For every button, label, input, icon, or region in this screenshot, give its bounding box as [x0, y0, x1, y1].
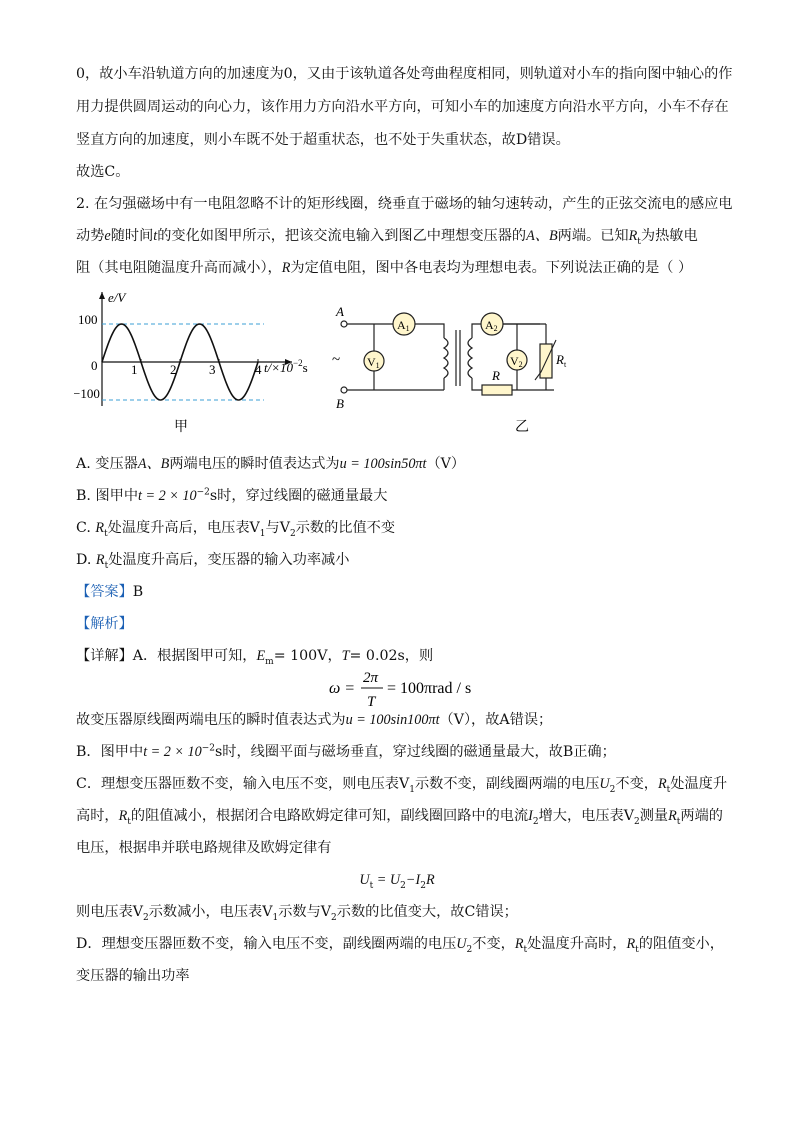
detail-line: C．理想变压器匝数不变，输入电压不变，则电压表$V_1$示数不变，副线圈两端的电压$U_2$不变，$R_t$处温度升	[76, 776, 728, 795]
x-tick-label-2: 2	[170, 362, 177, 377]
analysis-heading: 【解析】	[76, 616, 133, 632]
detail-line: 电压，根据串并联电路规律及欧姆定律有	[76, 840, 332, 856]
y-axis-arrow	[99, 292, 105, 299]
formula-denominator: T	[367, 694, 376, 710]
option-b: B. 图甲中$t = 2 \times 10^{-2}s$时，穿过线圈的磁通量最大	[76, 487, 388, 504]
question-text: 动势e随时间t的变化如图甲所示，把该交流电输入到图乙中理想变压器的A、B两端。已知$R_t$为热敏电	[76, 228, 698, 247]
text-line: 竖直方向的加速度，则小车既不处于超重状态，也不处于失重状态，故D错误。	[76, 132, 570, 148]
detail-line: 故变压器原线圈两端电压的瞬时值表达式为u = 100sin100πt（V），故A错误；	[76, 712, 553, 728]
formula-omega	[325, 666, 485, 715]
x-tick-label-4: 4	[255, 362, 262, 377]
text-line: 故选C。	[76, 164, 130, 180]
figures	[74, 288, 584, 442]
terminal-b	[341, 387, 347, 393]
label-b: B	[336, 396, 344, 411]
detail-line: B．图甲中$t = 2 \times 10^{-2}s$时，线圈平面与磁场垂直，穿过线圈的磁通量最大，故B正确；	[76, 743, 616, 760]
detail-line: D．理想变压器匝数不变，输入电压不变，副线圈两端的电压$U_2$不变，$R_t$处温度升高时，$R_t$的阻值变小，	[76, 936, 724, 955]
y-tick-label-min: −100	[74, 386, 100, 401]
terminal-a	[341, 321, 347, 327]
detail-line: 则电压表$V_2$示数减小，电压表$V_1$示数与$V_2$示数的比值变大，故C错误；	[76, 904, 518, 923]
question-text: 阻（其电阻随温度升高而减小），R为定值电阻，图中各电表均为理想电表。下列说法正确的是（ ）	[76, 260, 693, 276]
formula-rhs: = 100πrad / s	[387, 680, 472, 697]
detail-line: 变压器的输出功率	[76, 968, 190, 984]
question-text: 2. 在匀强磁场中有一电阻忽略不计的矩形线圈，绕垂直于磁场的轴匀速转动，产生的正弦交流电的感应电	[76, 196, 733, 212]
ac-source-symbol: ~	[332, 352, 341, 368]
resistor-r	[482, 385, 512, 395]
thermistor-label: $R_t$	[556, 352, 567, 369]
answer-line: 【答案】B	[76, 584, 144, 600]
ammeter-a1-label: A1	[397, 318, 410, 333]
figure-svg	[74, 288, 584, 438]
x-tick-label-0: 0	[91, 358, 98, 373]
primary-coil	[444, 338, 448, 378]
text-line: 用力提供圆周运动的向心力，该作用力方向沿水平方向，可知小车的加速度方向沿水平方向，小车不存在	[76, 99, 729, 115]
formula-numerator: 2π	[363, 670, 379, 686]
figure-caption-jia: 甲	[174, 420, 188, 435]
text-line: 0，故小车沿轨道方向的加速度为0，又由于该轨道各处弯曲程度相同，则轨道对小车的指向图中轴心的作	[76, 66, 733, 82]
figure-caption-yi: 乙	[515, 420, 529, 435]
y-tick-label-max: 100	[78, 312, 98, 327]
voltmeter-v1-label: V1	[367, 355, 380, 370]
resistor-label: R	[492, 368, 500, 383]
label-a: A	[336, 304, 344, 319]
option-c: C. $R_t$处温度升高后，电压表$V_1$与$V_2$示数的比值不变	[76, 520, 396, 539]
voltmeter-v2-label: V2	[510, 354, 523, 369]
figure-jia-graph	[74, 290, 308, 435]
detail-line: 高时，$R_t$的阻值减小，根据闭合电路欧姆定律可知，副线圈回路中的电流$I_2$增大，电压表$V_2$测量$R_t$两端的	[76, 808, 723, 827]
detail-line: 【详解】A．根据图甲可知，$E_m= 100V$，T= 0.02s，则	[76, 648, 434, 667]
figure-yi-circuit	[332, 304, 567, 435]
secondary-coil	[468, 338, 472, 378]
x-tick-label-1: 1	[131, 362, 138, 377]
equation-ut: $U_t = U_2-I_2R$	[359, 872, 435, 891]
option-d: D. $R_t$处温度升高后，变压器的输入功率减小	[76, 552, 350, 571]
x-axis-label: $t/\times 10^{-2}s$	[264, 358, 308, 375]
formula-lhs: ω =	[329, 680, 356, 697]
x-tick-label-3: 3	[209, 362, 216, 377]
option-a: A. 变压器A、B两端电压的瞬时值表达式为u = 100sin50πt（V）	[76, 456, 466, 472]
ammeter-a2-label: A2	[485, 318, 498, 333]
y-axis-label: e/V	[108, 290, 126, 305]
